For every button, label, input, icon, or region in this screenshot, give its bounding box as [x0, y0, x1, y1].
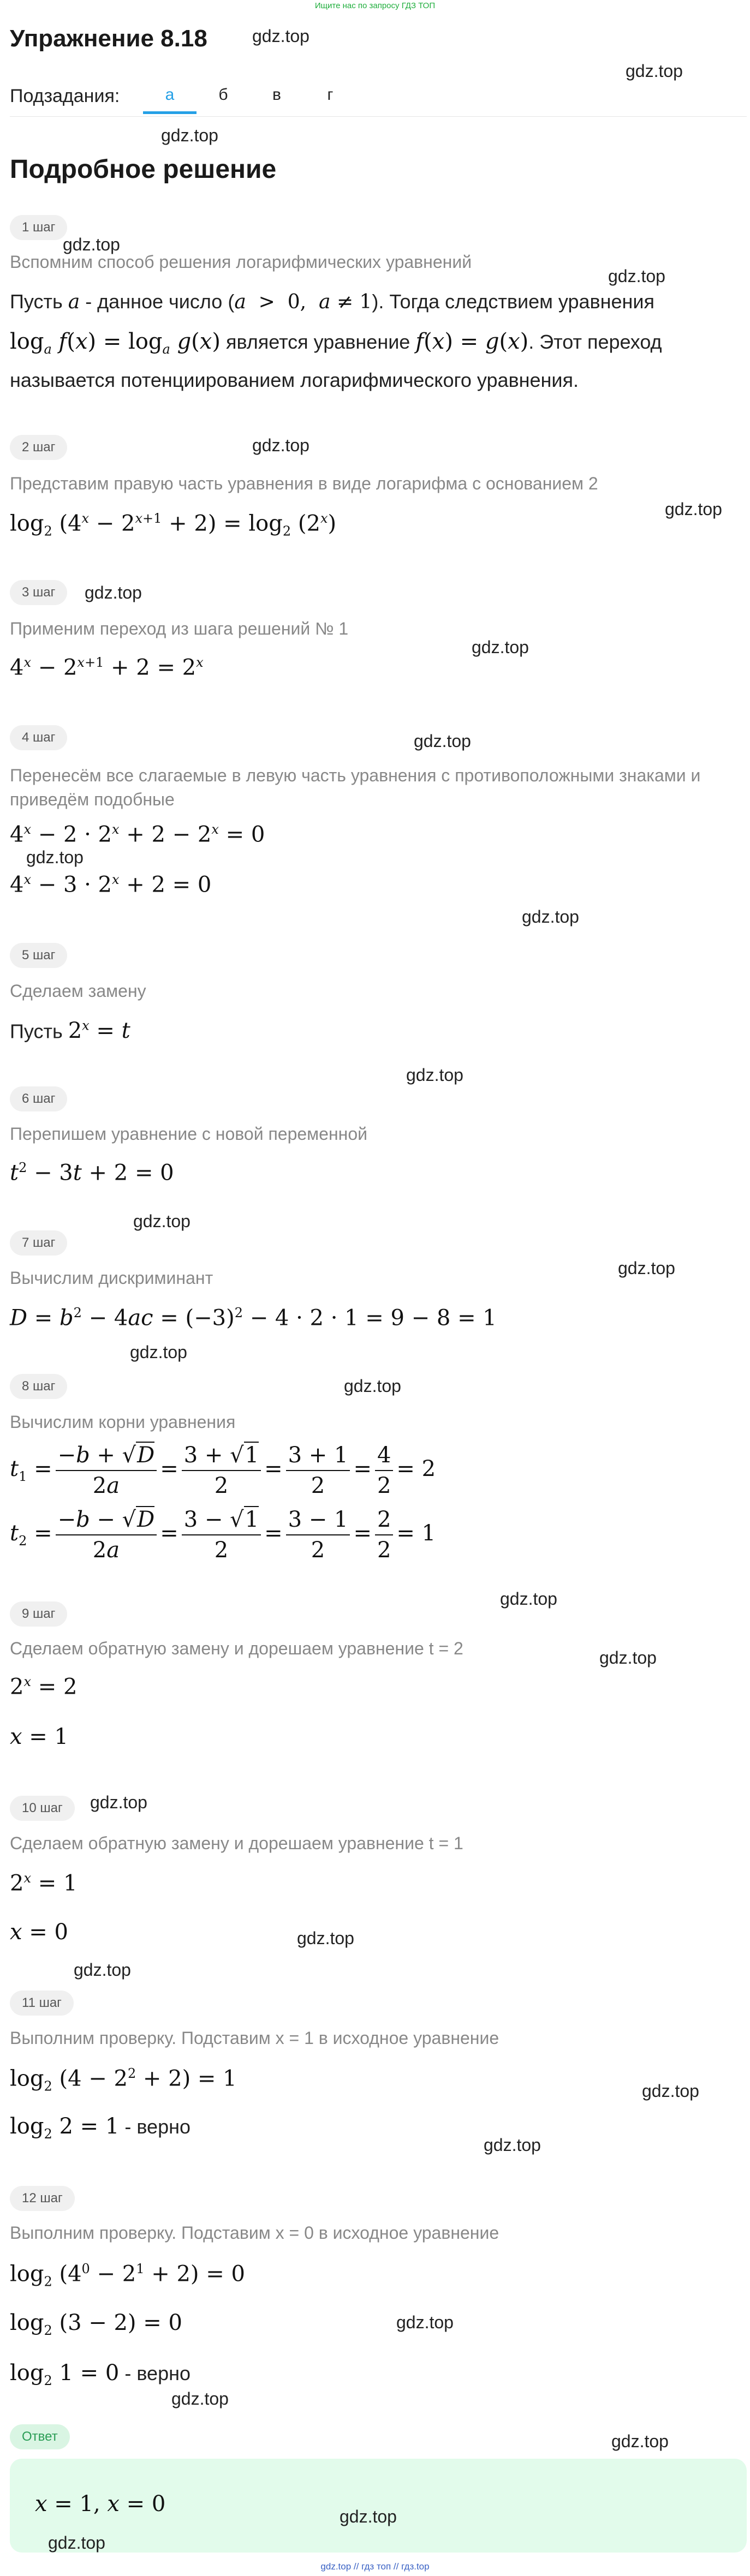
- step-text: $\log_a f(x) = \log_a g(x)$ является уравнение f(x) = g(x). Этот переход: [10, 329, 662, 357]
- watermark: gdz.top: [500, 1589, 557, 1609]
- tab-a[interactable]: а: [143, 81, 197, 114]
- watermark: gdz.top: [611, 2431, 669, 2451]
- page-title: Упражнение 8.18: [10, 25, 207, 52]
- equation: $t_2$ = $\frac{-b - √D}{2a}$ = $\frac{3 - √1}{2}$ = $\frac{3 - 1}{2}$ = $\frac{2}{2}$ = 1: [10, 1507, 436, 1563]
- step-hint: Перепишем уравнение с новой переменной: [10, 1124, 367, 1144]
- bottom-links[interactable]: gdz.top // гдз топ // гдз.top: [320, 2561, 430, 2572]
- step-badge: 10 шаг: [10, 1796, 75, 1821]
- subtasks-tabs: [143, 81, 357, 114]
- top-banner: Ищите нас по запросу ГДЗ ТОП: [314, 1, 436, 10]
- equation: $4^x - 2^{x+1} + 2 = 2^x$: [10, 655, 204, 680]
- watermark: gdz.top: [414, 731, 471, 751]
- watermark: gdz.top: [522, 907, 579, 927]
- watermark: gdz.top: [252, 26, 309, 46]
- section-title: Подробное решение: [10, 155, 277, 184]
- watermark: gdz.top: [133, 1211, 191, 1231]
- step-hint: Перенесём все слагаемые в левую часть уравнения с противоположными знаками и приведём подобные: [10, 766, 701, 809]
- step-hint: Сделаем обратную замену и дорешаем уравнение t = 2: [10, 1639, 463, 1658]
- answer-badge: Ответ: [10, 2424, 70, 2449]
- step-hint: Применим переход из шага решений № 1: [10, 619, 349, 638]
- step-badge: 7 шаг: [10, 1230, 67, 1256]
- watermark: gdz.top: [396, 2312, 454, 2332]
- watermark: gdz.top: [344, 1376, 401, 1396]
- step-hint: Вычислим корни уравнения: [10, 1412, 236, 1432]
- step-hint: Сделаем замену: [10, 981, 146, 1001]
- watermark: gdz.top: [618, 1258, 675, 1278]
- equation: $t^2 - 3t + 2 = 0$: [10, 1160, 174, 1186]
- watermark: gdz.top: [608, 266, 665, 286]
- equation: $\log_2 (4^0 - 2^1 + 2) = 0$: [10, 2261, 245, 2290]
- step-hint: Вспомним способ решения логарифмических уравнений: [10, 252, 472, 272]
- tab-b[interactable]: б: [218, 86, 228, 104]
- watermark: gdz.top: [130, 1342, 187, 1362]
- watermark: gdz.top: [48, 2533, 105, 2553]
- watermark: gdz.top: [90, 1792, 147, 1812]
- step-text: называется потенциированием логарифмического уравнения.: [10, 369, 579, 391]
- watermark: gdz.top: [252, 435, 309, 455]
- step-hint: Выполним проверку. Подставим x = 0 в исходное уравнение: [10, 2223, 499, 2243]
- step-badge: 1 шаг: [10, 215, 67, 240]
- step-hint: Представим правую часть уравнения в виде логарифма с основанием 2: [10, 474, 598, 493]
- step-text: Пусть $2^x = t$: [10, 1018, 130, 1044]
- equation: x = 0: [10, 1920, 68, 1945]
- equation: x = 1: [10, 1724, 68, 1749]
- watermark: gdz.top: [484, 2135, 541, 2155]
- equation: $t_1$ = $\frac{-b + √D}{2a}$ = $\frac{3 + √1}{2}$ = $\frac{3 + 1}{2}$ = $\frac{4}{2}$ = 2: [10, 1443, 436, 1498]
- watermark: gdz.top: [26, 847, 84, 867]
- equation: $4^x - 2 \cdot 2^x + 2 - 2^x = 0$: [10, 822, 265, 847]
- step-badge: 2 шаг: [10, 435, 67, 460]
- watermark: gdz.top: [599, 1648, 657, 1667]
- watermark: gdz.top: [340, 2507, 397, 2526]
- watermark: gdz.top: [171, 2389, 229, 2408]
- equation: $\log_2 (4^x - 2^{x+1} + 2) = \log_2 (2^x)$: [10, 511, 337, 539]
- step-hint: Вычислим дискриминант: [10, 1268, 213, 1288]
- step-text: $\log_2 2 = 1$ - верно: [10, 2114, 191, 2142]
- step-badge: 6 шаг: [10, 1086, 67, 1111]
- equation: $2^x = 2$: [10, 1674, 78, 1700]
- subtasks-label: Подзадания:: [10, 86, 120, 106]
- equation: $2^x = 1$: [10, 1870, 78, 1896]
- step-hint: Выполним проверку. Подставим x = 1 в исходное уравнение: [10, 2028, 499, 2048]
- step-badge: 12 шаг: [10, 2186, 75, 2211]
- watermark: gdz.top: [472, 637, 529, 657]
- equation: $4^x - 3 \cdot 2^x + 2 = 0$: [10, 872, 212, 898]
- step-badge: 11 шаг: [10, 1991, 74, 2016]
- watermark: gdz.top: [297, 1928, 354, 1948]
- answer-value: x = 1, x = 0: [35, 2491, 166, 2517]
- watermark: gdz.top: [406, 1065, 463, 1085]
- step-text: Пусть a - данное число (a > 0, a ≠ 1). Тогда следствием уравнения: [10, 290, 655, 313]
- equation: $\log_2 (3 - 2) = 0$: [10, 2310, 182, 2338]
- watermark: gdz.top: [85, 583, 142, 602]
- watermark: gdz.top: [626, 61, 683, 81]
- watermark: gdz.top: [642, 2081, 699, 2101]
- watermark: gdz.top: [665, 499, 722, 519]
- step-text: $\log_2 1 = 0$ - верно: [10, 2360, 191, 2388]
- watermark: gdz.top: [161, 125, 218, 145]
- step-badge: 4 шаг: [10, 725, 67, 750]
- equation: $\log_2 (4 - 2^2 + 2) = 1$: [10, 2066, 237, 2094]
- tab-g[interactable]: г: [327, 86, 334, 104]
- watermark: gdz.top: [74, 1960, 131, 1980]
- equation: $D = b^2 - 4ac = (-3)^2 - 4 \cdot 2 \cdot 1 = 9 - 8 = 1$: [10, 1305, 497, 1331]
- watermark: gdz.top: [63, 235, 120, 254]
- step-badge: 8 шаг: [10, 1374, 67, 1399]
- tabs-divider: [10, 116, 747, 117]
- tab-v[interactable]: в: [272, 86, 281, 104]
- step-badge: 9 шаг: [10, 1601, 67, 1627]
- step-badge: 5 шаг: [10, 943, 67, 968]
- step-hint: Сделаем обратную замену и дорешаем уравнение t = 1: [10, 1833, 463, 1853]
- step-badge: 3 шаг: [10, 580, 67, 605]
